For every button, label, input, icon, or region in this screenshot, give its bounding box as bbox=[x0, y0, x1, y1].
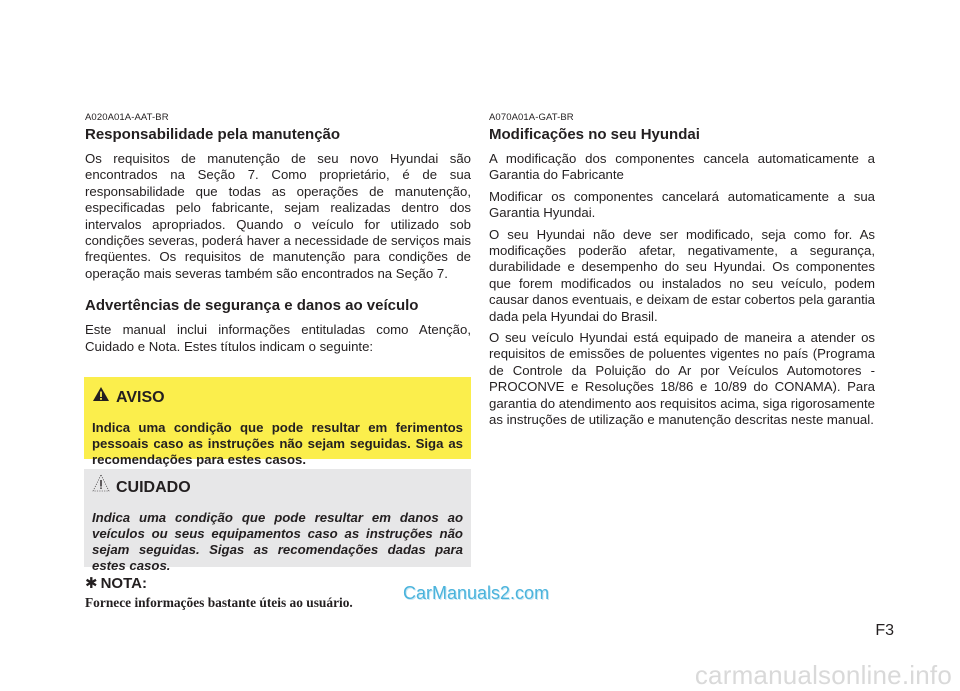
caution-title-row bbox=[92, 475, 463, 497]
note-text: Fornece informações bastante úteis ao usuário. bbox=[85, 595, 353, 610]
star-icon: ✱ bbox=[85, 575, 98, 592]
watermark-carmanualsonline: carmanualsonline.info bbox=[694, 660, 952, 690]
caution-box bbox=[84, 469, 471, 574]
modifications-paragraph-1: A modificação dos componentes cancela automaticamente a Garantia do Fabricante bbox=[489, 151, 875, 183]
watermark-carmanuals2[interactable]: CarManuals2.com bbox=[403, 583, 550, 603]
section-title-modifications: Modificações no seu Hyundai bbox=[489, 126, 700, 143]
warning-triangle-icon bbox=[92, 386, 110, 407]
page-number: F3 bbox=[875, 622, 894, 639]
warning-title: AVISO bbox=[116, 389, 165, 406]
warning-box bbox=[84, 377, 471, 468]
modifications-paragraph-3: O seu Hyundai não deve ser modificado, seja como for. As modificações poderão afetar, negativamente, a segurança, durabilidade e desempenho do seu Hyundai. Os componentes que forem modificados ou instalados no seu veículo, podem causar danos eventuais, e deixam de estar cobertos pela garantia dada pela Hyundai do Brasil. bbox=[489, 226, 875, 324]
section-title-safety-warnings: Advertências de segurança e danos ao veículo bbox=[85, 297, 419, 315]
caution-text: Indica uma condição que pode resultar em danos ao veículos ou seus equipamentos caso as instruções não sejam seguidas. Sigas as recomendações dadas para estes casos. bbox=[92, 510, 463, 574]
caution-triangle-icon bbox=[92, 474, 110, 497]
warning-text: Indica uma condição que pode resultar em ferimentos pessoais caso as instruções não sejam seguidas. Siga as recomendações para estes casos. bbox=[92, 420, 463, 468]
left-column bbox=[85, 112, 471, 360]
modifications-paragraph-4: O seu veículo Hyundai está equipado de maneira a atender os requisitos de emissões de poluentes vigentes no país (Programa de Controle da Poluição do Ar por Veículos Automotores - PROCONVE e Resoluções 18/86 e 10/89 do CONAMA). Para garantia do atendimento aos requisitos acima, siga rigorosamente as instruções de utilização e manutenção descritas neste manual. bbox=[489, 330, 875, 428]
safety-warnings-paragraph: Este manual inclui informações entituladas como Atenção, Cuidado e Nota. Estes títulos indicam o seguinte: bbox=[85, 322, 471, 354]
note-title: NOTA: bbox=[100, 575, 147, 592]
section-code-modifications: A070A01A-GAT-BR bbox=[489, 112, 574, 123]
section-code: A020A01A-AAT-BR bbox=[85, 112, 169, 123]
right-column bbox=[489, 112, 875, 434]
caution-title: CUIDADO bbox=[116, 479, 191, 496]
section-title-maintenance: Responsabilidade pela manutenção bbox=[85, 126, 341, 143]
maintenance-paragraph: Os requisitos de manutenção de seu novo Hyundai são encontrados na Seção 7. Como proprietário, é de sua responsabilidade que todas as operações de manutenção, especificadas pelo fabricante, sejam realizadas dentro dos intervalos apropriados. Quando o veículo for utilizado sob condições severas, poderá haver a necessidade de serviços mais freqüentes. Os requisitos de manutenção para condições de operação mais severas também são encontrados na Seção 7. bbox=[85, 151, 471, 281]
modifications-paragraph-2: Modificar os componentes cancelará automaticamente a sua Garantia Hyundai. bbox=[489, 188, 875, 221]
warning-title-row bbox=[92, 385, 463, 407]
